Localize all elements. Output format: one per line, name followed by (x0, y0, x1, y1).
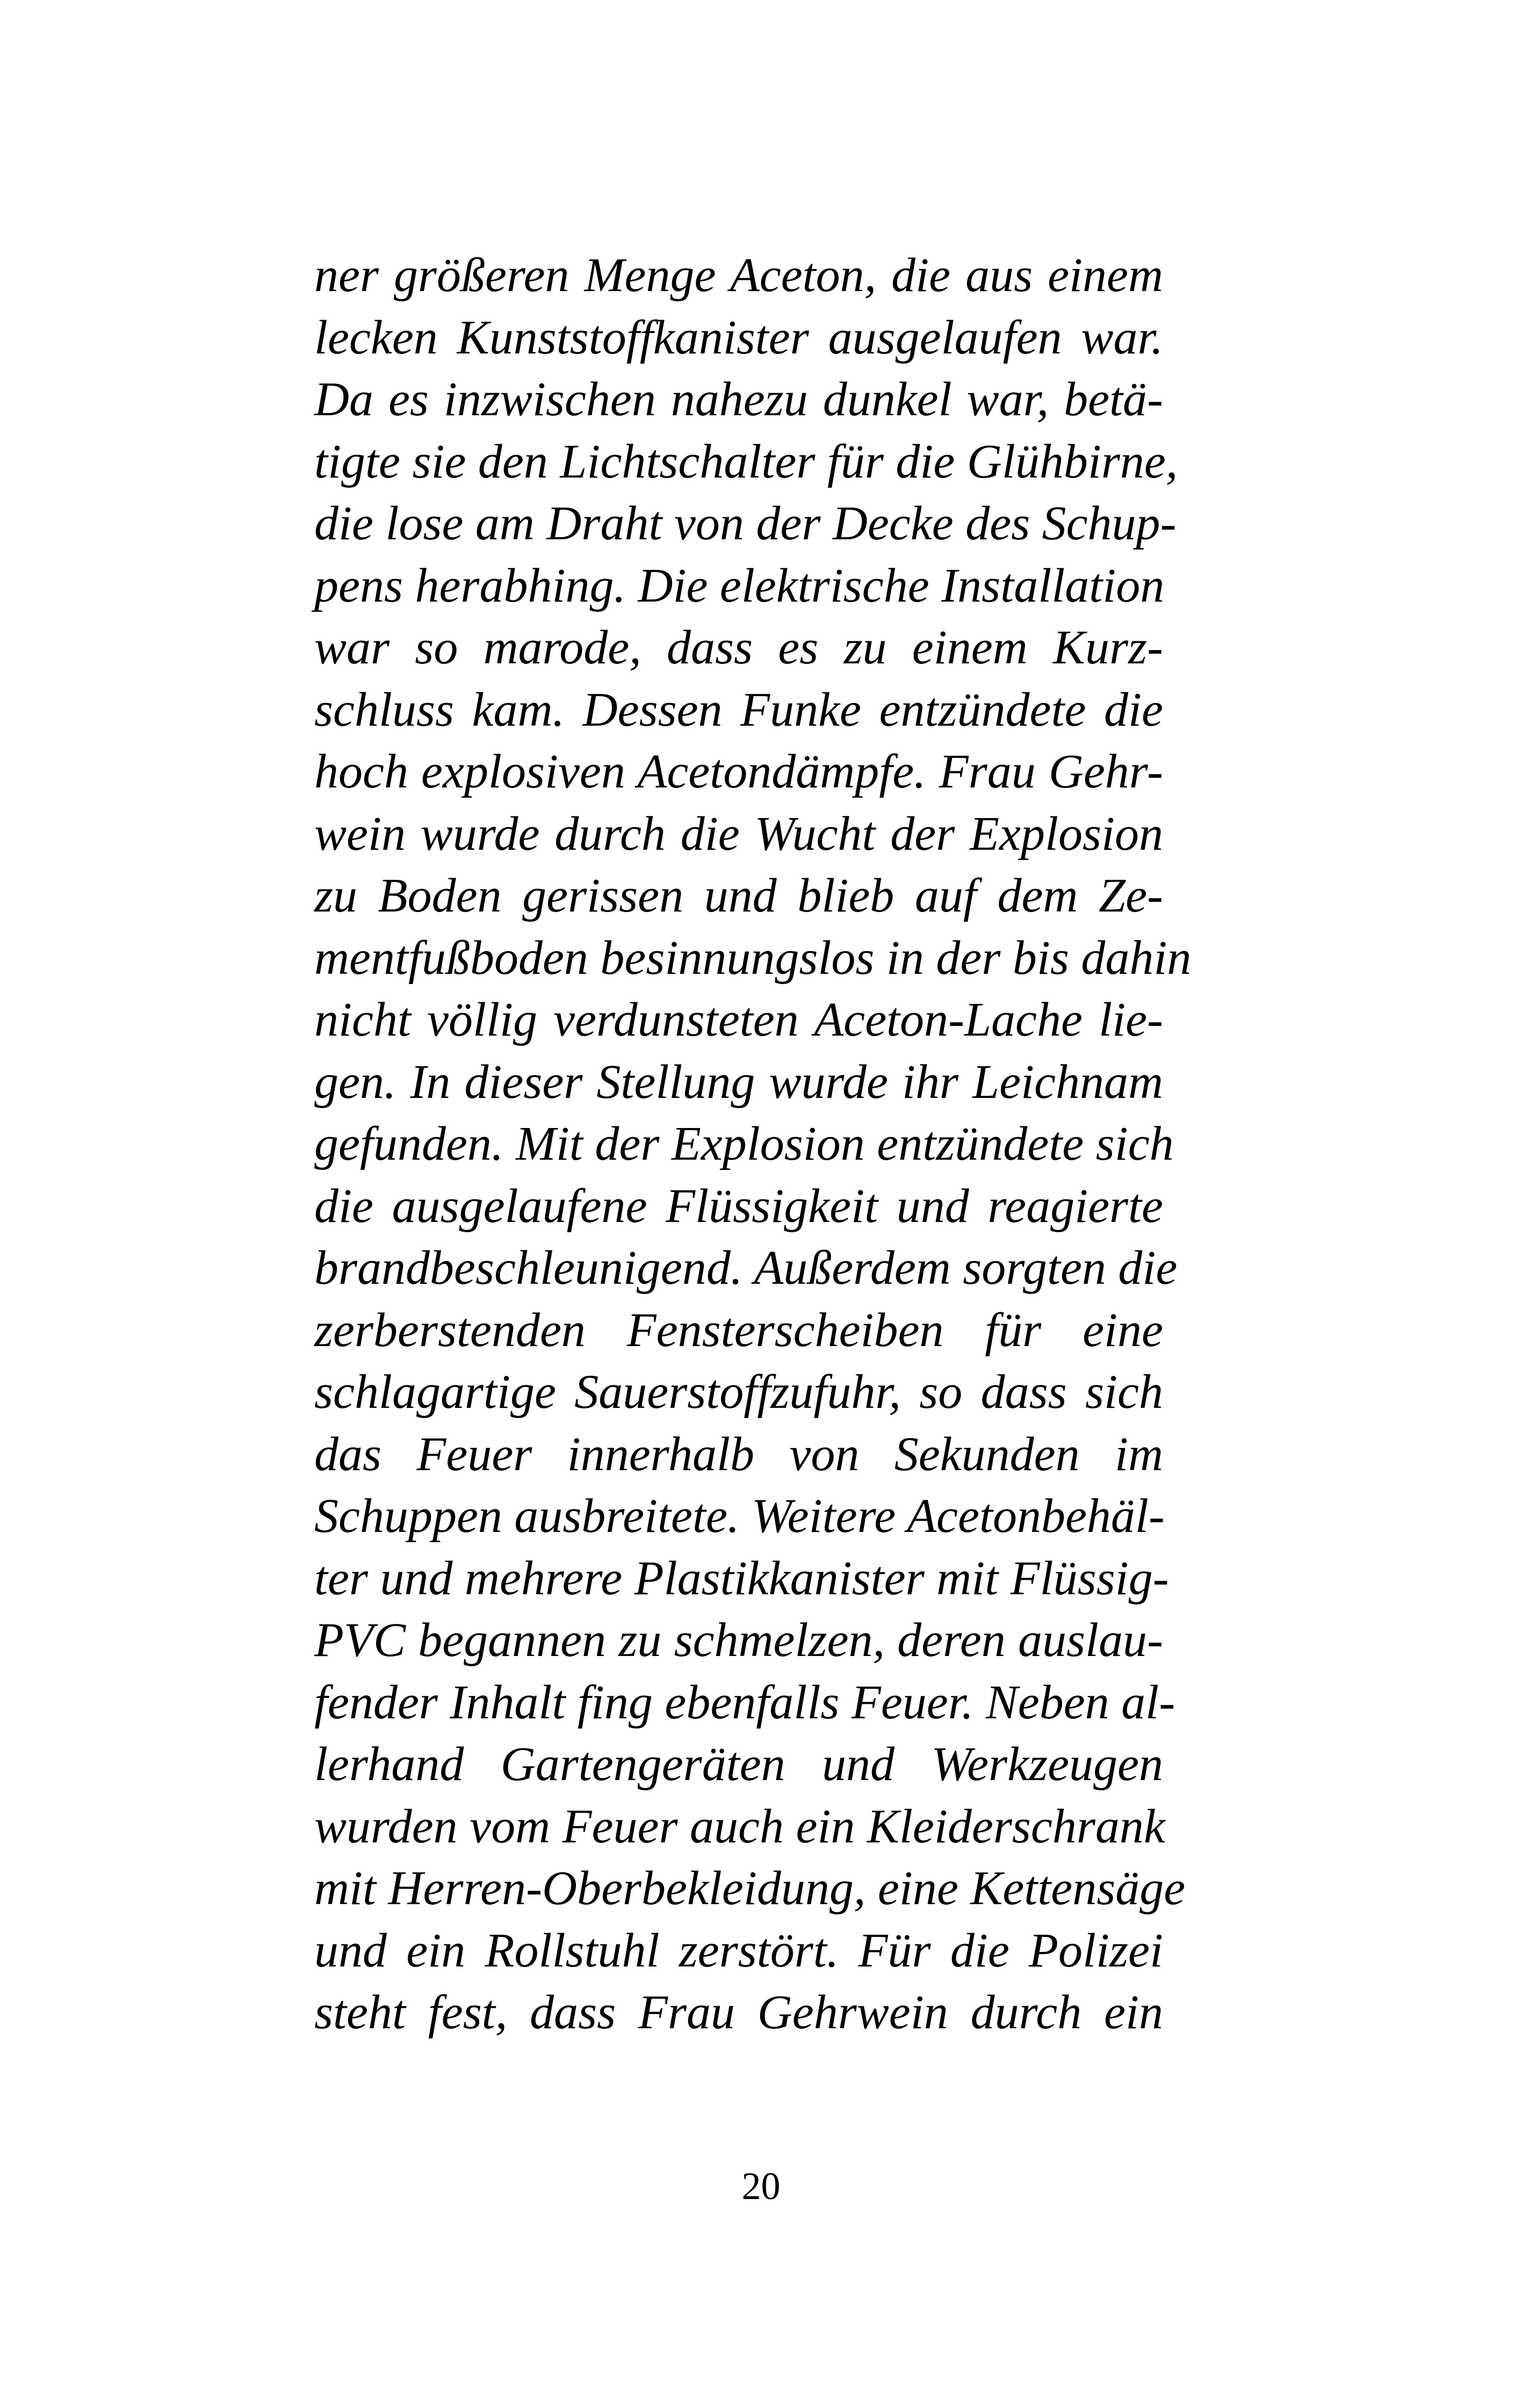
text-line: die lose am Draht von der Decke des Schup- (314, 497, 1177, 550)
text-line: zu Boden gerissen und blieb auf dem Ze- (314, 869, 1163, 922)
text-line: das Feuer innerhalb von Sekunden im (314, 1427, 1163, 1481)
text-line: mit Herren-Oberbekleidung, eine Kettensäge (314, 1862, 1186, 1915)
text-line: gen. In dieser Stellung wurde ihr Leichnam (314, 1055, 1163, 1109)
text-line: hoch explosiven Acetondämpfe. Frau Gehr- (314, 745, 1163, 798)
text-line: pens herabhing. Die elektrische Installation (314, 559, 1165, 612)
text-line: steht fest, dass Frau Gehrwein durch ein (314, 1986, 1163, 2039)
text-line: gefunden. Mit der Explosion entzündete sich (314, 1117, 1174, 1170)
text-line: ner größeren Menge Aceton, die aus einem (314, 249, 1163, 302)
text-line: war so marode, dass es zu einem Kurz- (314, 621, 1163, 674)
text-line: lerhand Gartengeräten und Werkzeugen (314, 1738, 1163, 1791)
text-line: lecken Kunststoffkanister ausgelaufen war. (314, 310, 1163, 364)
text-line: zerberstenden Fensterscheiben für eine (314, 1303, 1163, 1357)
text-line: die ausgelaufene Flüssigkeit und reagierte (314, 1179, 1163, 1233)
body-text (314, 244, 1192, 2044)
text-line: brandbeschleunigend. Außerdem sorgten die (314, 1241, 1178, 1295)
text-line: fender Inhalt fing ebenfalls Feuer. Neben al- (314, 1675, 1175, 1729)
text-line: und ein Rollstuhl zerstört. Für die Polizei (314, 1923, 1163, 1977)
text-line: Schuppen ausbreitete. Weitere Acetonbehäl- (314, 1489, 1165, 1543)
text-line: schlagartige Sauerstoffzufuhr, so dass sich (314, 1365, 1163, 1419)
text-line: mentfußboden besinnungslos in der bis dahin (314, 931, 1192, 985)
text-line: Da es inzwischen nahezu dunkel war, betä- (314, 373, 1163, 426)
page-number: 20 (741, 2165, 781, 2208)
text-line: PVC begannen zu schmelzen, deren auslau- (314, 1614, 1163, 1667)
text-line: wein wurde durch die Wucht der Explosion (314, 807, 1163, 860)
text-line: tigte sie den Lichtschalter für die Glühbirne, (314, 435, 1178, 488)
text-line: wurden vom Feuer auch ein Kleiderschrank (314, 1799, 1165, 1853)
text-line: nicht völlig verdunsteten Aceton-Lache lie- (314, 993, 1163, 1046)
text-line: schluss kam. Dessen Funke entzündete die (314, 683, 1163, 736)
text-line: ter und mehrere Plastikkanister mit Flüssig- (314, 1551, 1169, 1605)
